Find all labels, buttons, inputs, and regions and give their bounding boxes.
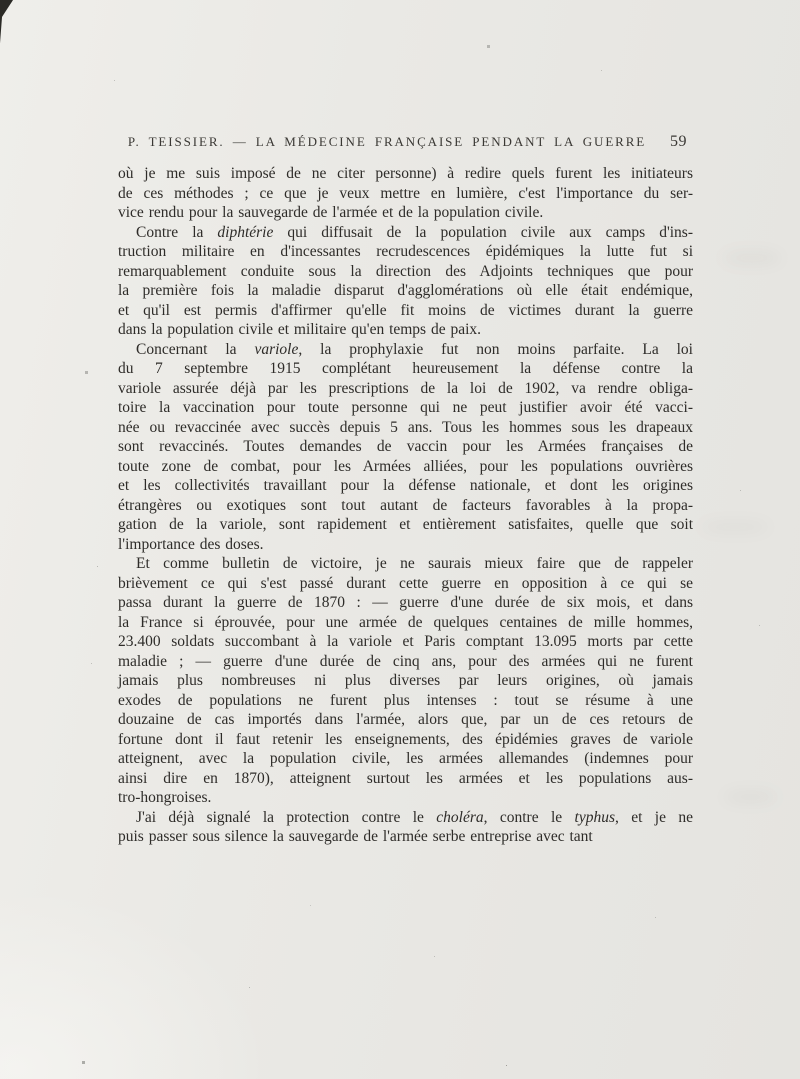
text-run: passa durant la guerre de 1870 : — guerre d'une durée de six mois, et dans	[118, 594, 693, 611]
text-run: née ou revaccinée avec succès depuis 5 ans. Tous les hommes sous les drapeaux	[118, 418, 693, 436]
text-run: tro-hongroises.	[118, 789, 212, 806]
paper-specks	[0, 0, 1, 1]
text-run: et les collectivités travaillant pour la défense nationale, et dont les origines	[118, 477, 693, 494]
italic-term: variole	[254, 340, 299, 358]
text-line	[118, 652, 693, 672]
text-line	[118, 379, 693, 399]
text-line	[118, 691, 693, 711]
text-run: Concernant la	[136, 340, 255, 358]
text-line	[118, 398, 693, 418]
text-run: douzaine de cas importés dans l'armée, alors que, par un de ces retours de	[118, 711, 693, 728]
text-run: , la prophylaxie fut non moins parfaite. La loi	[298, 340, 693, 358]
text-run: maladie ; — guerre d'une durée de cinq ans, pour des armées qui ne furent	[118, 652, 693, 670]
scan-corner-artifact	[0, 0, 15, 59]
text-line	[118, 710, 693, 730]
text-line	[118, 418, 693, 438]
text-line	[118, 808, 693, 828]
text-run: sont revaccinés. Toutes demandes de vaccin pour les Armées françaises de	[118, 438, 693, 455]
text-run: , contre le	[483, 808, 575, 826]
text-run: J'ai déjà signalé la protection contre le	[136, 808, 437, 826]
text-line	[118, 301, 693, 321]
text-run: gation de la variole, sont rapidement et entièrement satisfaites, quelle que soit	[118, 516, 693, 533]
text-line	[118, 281, 693, 301]
running-header	[118, 133, 693, 151]
text-line	[118, 203, 693, 223]
paragraph	[118, 808, 693, 847]
text-run: vice rendu pour la sauvegarde de l'armée et de la population civile.	[118, 204, 544, 221]
page-showthrough-smudge	[700, 520, 770, 534]
text-line	[118, 613, 693, 633]
text-line	[118, 457, 693, 477]
text-line	[118, 788, 693, 808]
text-line	[118, 749, 693, 769]
text-run: Contre la	[136, 223, 218, 241]
text-run: dans la population civile et militaire qu'en temps de paix.	[118, 321, 482, 338]
text-line	[118, 593, 693, 613]
text-line	[118, 730, 693, 750]
text-run: 23.400 soldats succombant à la variole et Paris comptant 13.095 morts par cette	[118, 633, 693, 650]
text-line	[118, 769, 693, 789]
text-line	[118, 340, 693, 360]
text-line	[118, 632, 693, 652]
text-run: de ces méthodes ; ce que je veux mettre en lumière, c'est l'importance du ser-	[118, 184, 693, 202]
text-column	[118, 133, 693, 847]
text-run: et qu'il est permis d'affirmer qu'elle fit moins de victimes durant la guerre	[118, 301, 693, 319]
text-run: la France si éprouvée, pour une armée de quelques centaines de mille hommes,	[118, 613, 693, 631]
text-line	[118, 574, 693, 594]
text-run: , et je ne	[615, 808, 693, 826]
text-run: atteignent, avec la population civile, les armées allemandes (indemnes pour	[118, 750, 693, 767]
italic-term: diphtérie	[217, 223, 274, 241]
text-run: l'importance des doses.	[118, 535, 264, 553]
text-line	[118, 437, 693, 457]
text-run: remarquablement conduite sous la direction des Adjoints techniques que pour	[118, 262, 693, 280]
text-line	[118, 184, 693, 204]
text-line	[118, 359, 693, 379]
text-line	[118, 476, 693, 496]
text-line	[118, 554, 693, 574]
text-line	[118, 671, 693, 691]
text-line	[118, 223, 693, 243]
page-showthrough-smudge	[723, 790, 778, 804]
text-line	[118, 535, 693, 555]
text-line	[118, 496, 693, 516]
text-run: qui diffusait de la population civile aux camps d'ins-	[273, 223, 693, 241]
text-line	[118, 262, 693, 282]
text-run: ainsi dire en 1870), atteignent surtout les armées et les populations aus-	[118, 769, 693, 787]
text-run: brièvement ce qui s'est passé durant cette guerre en opposition à ce qui se	[118, 574, 693, 592]
paragraph	[118, 223, 693, 340]
text-run: jamais plus nombreuses ni plus diverses par leurs origines, où jamais	[118, 672, 693, 689]
text-line	[118, 320, 693, 340]
italic-term: choléra	[436, 808, 484, 826]
text-run: étrangères ou exotiques sont tout autant de facteurs favorables à la propa-	[118, 496, 693, 514]
text-line	[118, 164, 693, 184]
text-run: du 7 septembre 1915 complétant heureusement la défense contre la	[118, 360, 693, 377]
paragraph	[118, 340, 693, 555]
text-run: exodes de populations ne furent plus intenses : tout se résume à une	[118, 691, 693, 709]
paragraph	[118, 554, 693, 808]
text-run: truction militaire en d'incessantes recrudescences épidémiques la lutte fut si	[118, 243, 693, 260]
text-line	[118, 827, 693, 847]
page-number: 59	[670, 133, 687, 150]
italic-term: typhus	[574, 808, 615, 826]
paragraph	[118, 164, 693, 223]
text-run: toute zone de combat, pour les Armées alliées, pour les populations ouvrières	[118, 457, 693, 475]
text-line	[118, 242, 693, 262]
page-body	[118, 164, 693, 847]
text-run: fortune dont il faut retenir les enseignements, des épidémies graves de variole	[118, 730, 693, 748]
text-run: toire la vaccination pour toute personne qui ne peut justifier avoir été vacci-	[118, 399, 693, 416]
text-run: Et comme bulletin de victoire, je ne saurais mieux faire que de rappeler	[136, 555, 693, 572]
text-run: où je me suis imposé de ne citer personne) à redire quels furent les initiateurs	[118, 165, 693, 182]
running-header-title: P. TEISSIER. — LA MÉDECINE FRANÇAISE PENDANT LA GUERRE	[127, 134, 647, 149]
text-line	[118, 515, 693, 535]
page-showthrough-smudge	[722, 250, 782, 266]
text-run: variole assurée déjà par les prescriptions de la loi de 1902, va rendre obliga-	[118, 379, 693, 397]
text-run: la première fois la maladie disparut d'agglomérations où elle était endémique,	[118, 282, 693, 299]
text-run: puis passer sous silence la sauvegarde de l'armée serbe entreprise avec tant	[118, 828, 593, 845]
